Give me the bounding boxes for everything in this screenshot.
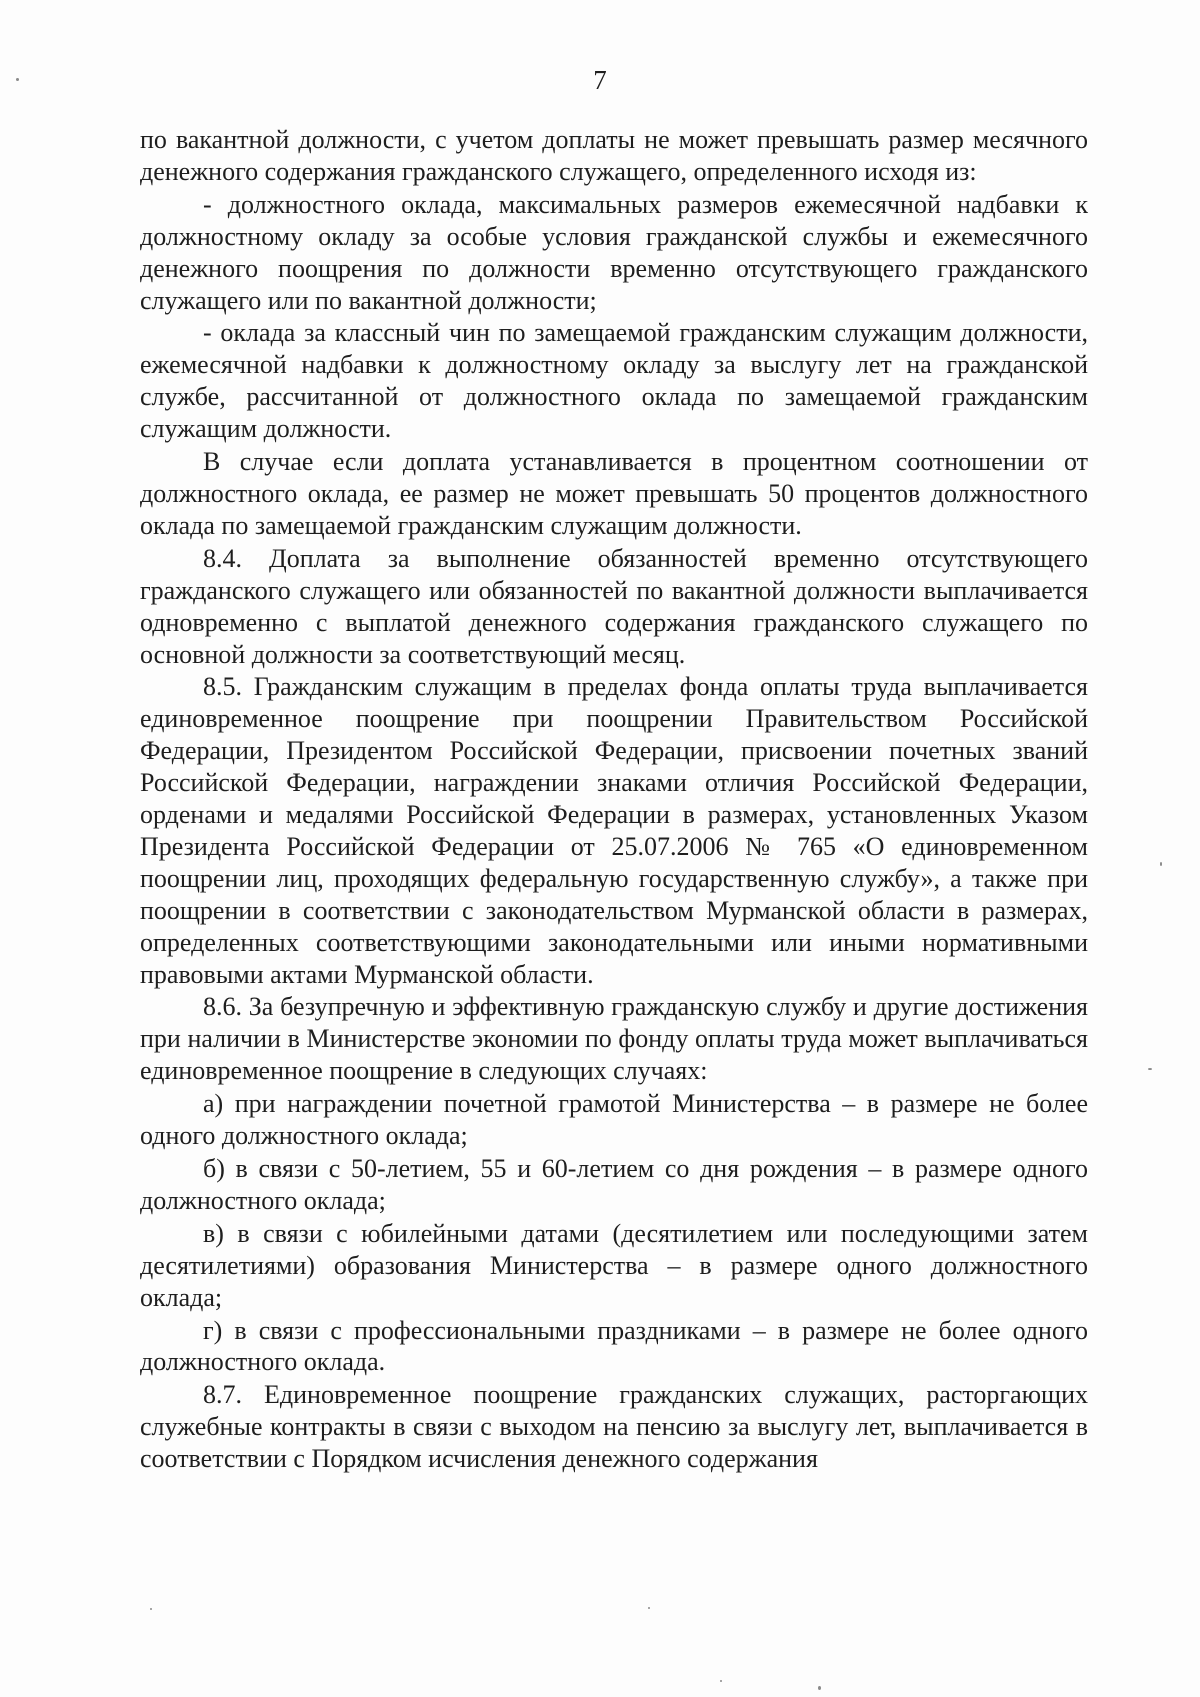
- scan-speck: [1160, 862, 1162, 866]
- clause-8-6-item-a: а) при награждении почетной грамотой Министерства – в размере не более одного должностного оклада;: [140, 1089, 1088, 1151]
- scan-speck: [818, 1686, 821, 1690]
- clause-8-5: 8.5. Гражданским служащим в пределах фонда оплаты труда выплачивается единовременное поощрение при поощрении Правительством Российской Федерации, Президентом Российской Федерации, присвоении почетных званий Российской Федерации, награждении знаками отличия Российской Федерации, орденами и медалями Российской Федерации в размерах, установленных Указом Президента Российской Федерации от 25.07.2006 № 765 «О единовременном поощрении лиц, проходящих федеральную государственную службу», а также при поощрении в соответствии с законодательством Мурманской области в размерах, определенных соответствующими законодательными или иными нормативными правовыми актами Мурманской области.: [140, 672, 1088, 989]
- scan-speck: [1148, 1068, 1152, 1070]
- clause-8-6-item-g: г) в связи с профессиональными праздниками – в размере не более одного должностного оклада.: [140, 1315, 1088, 1377]
- list-item-salary-components: - должностного оклада, максимальных размеров ежемесячной надбавки к должностному окладу за особые условия гражданской службы и ежемесячного денежного поощрения по должности временно отсутствующего гражданского служащего или по вакантной должности;: [140, 189, 1088, 315]
- scan-speck: [16, 78, 19, 81]
- clause-8-7: 8.7. Единовременное поощрение гражданских служащих, расторгающих служебные контракты в связи с выходом на пенсию за выслугу лет, выплачивается в соответствии с Порядком исчисления денежного содержания: [140, 1380, 1088, 1474]
- clause-8-6: 8.6. За безупречную и эффективную гражданскую службу и другие достижения при наличии в Министерстве экономии по фонду оплаты труда может выплачиваться единовременное поощрение в следующих случаях:: [140, 992, 1088, 1086]
- paragraph-percentage-limit: В случае если доплата устанавливается в процентном соотношении от должностного оклада, ее размер не может превышать 50 процентов должностного оклада по замещаемой гражданским служащим должности.: [140, 447, 1088, 540]
- list-item-class-rank-salary: - оклада за классный чин по замещаемой гражданским служащим должности, ежемесячной надбавки к должностному окладу за выслугу лет на гражданской службе, рассчитанной от должностного оклада по замещаемой гражданским служащим должности.: [140, 318, 1088, 444]
- scan-speck: [720, 1680, 722, 1682]
- clause-8-4: 8.4. Доплата за выполнение обязанностей временно отсутствующего гражданского служащего или обязанностей по вакантной должности выплачивается одновременно с выплатой денежного содержания гражданского служащего по основной должности за соответствующий месяц.: [140, 543, 1088, 669]
- clause-8-6-item-b: б) в связи с 50-летием, 55 и 60-летием со дня рождения – в размере одного должностного оклада;: [140, 1154, 1088, 1215]
- paragraph-continuation: по вакантной должности, с учетом доплаты не может превышать размер месячного денежного содержания гражданского служащего, определенного исходя из:: [140, 125, 1088, 186]
- clause-8-6-item-v: в) в связи с юбилейными датами (десятилетием или последующими затем десятилетиями) образования Министерства – в размере одного должностного оклада;: [140, 1218, 1088, 1312]
- scan-speck: [648, 1607, 650, 1609]
- page-number: 7: [593, 65, 607, 95]
- scan-speck: [150, 1608, 152, 1610]
- document-body: [140, 124, 1088, 1476]
